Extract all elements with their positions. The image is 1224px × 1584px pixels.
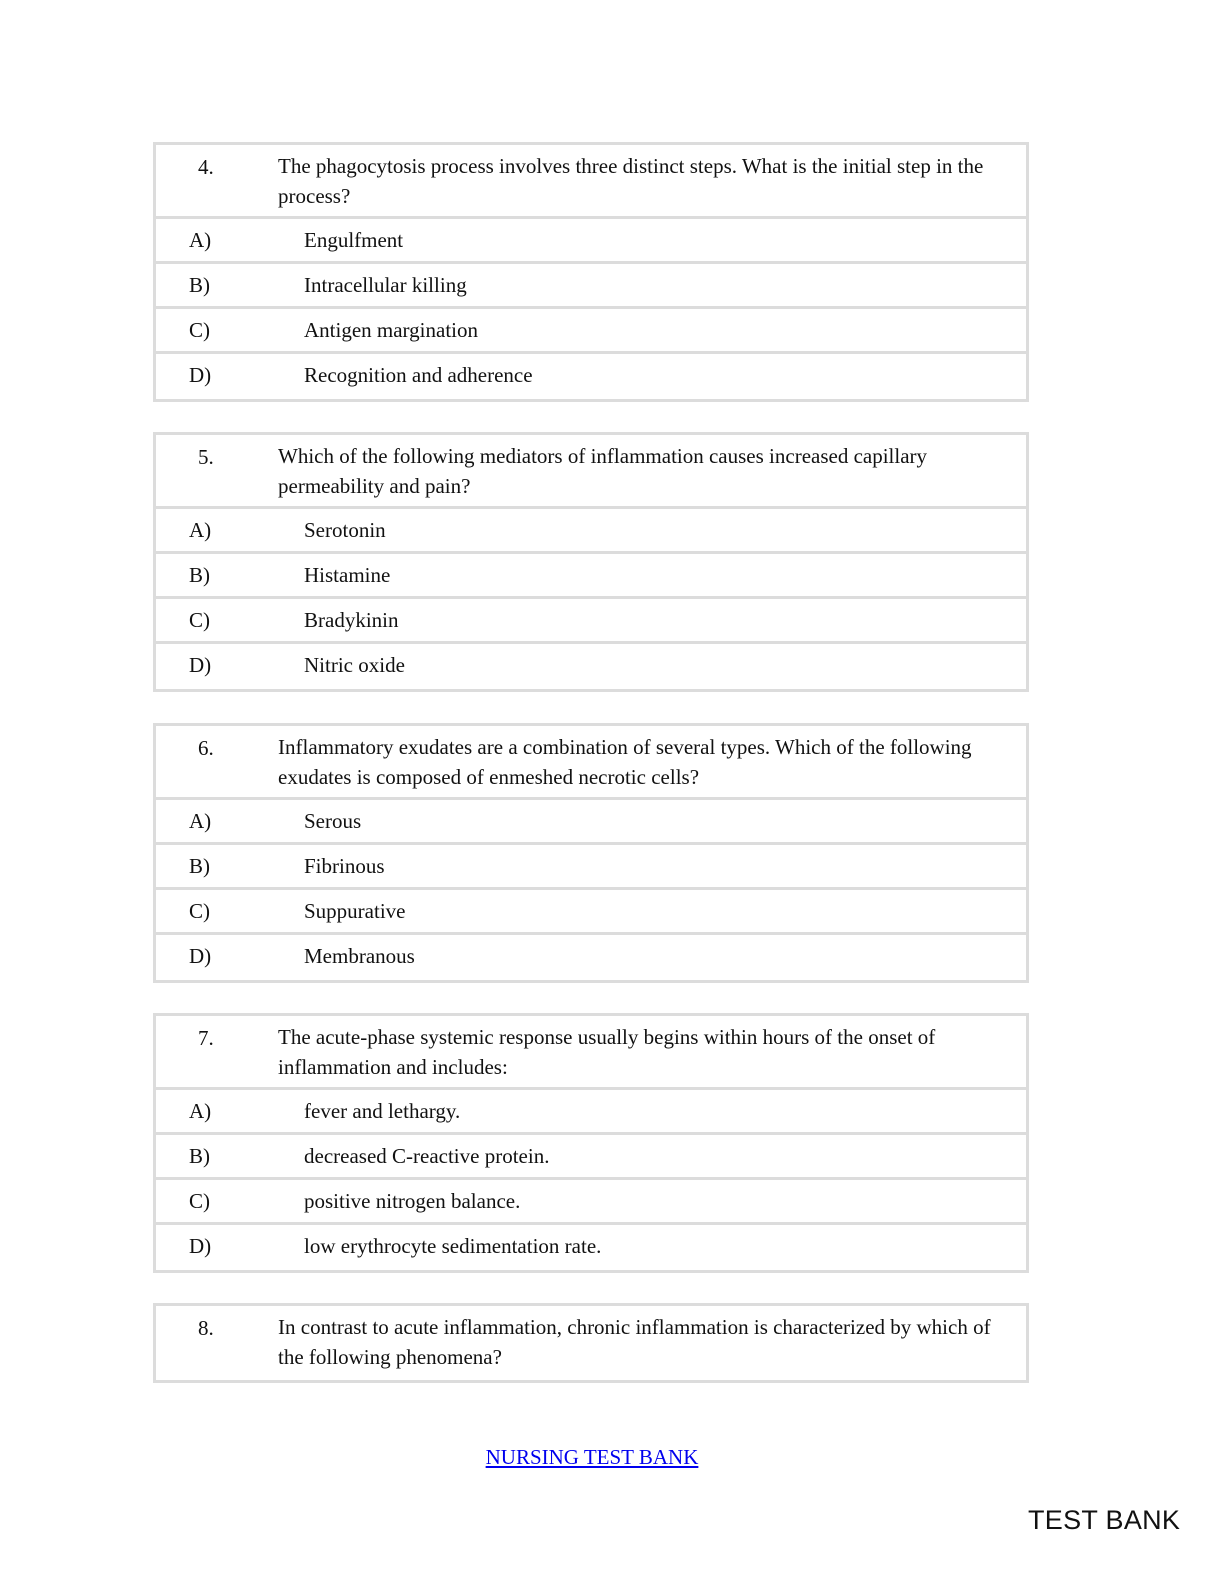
answer-option-b bbox=[156, 554, 1026, 599]
option-text: positive nitrogen balance. bbox=[304, 1189, 521, 1213]
option-letter: A) bbox=[189, 1099, 212, 1123]
answer-option-d bbox=[156, 935, 1026, 980]
answer-option-c bbox=[156, 599, 1026, 644]
answer-option-b bbox=[156, 1135, 1026, 1180]
option-letter: D) bbox=[189, 653, 212, 677]
answer-option-d bbox=[156, 644, 1026, 689]
option-text: Nitric oxide bbox=[304, 653, 405, 677]
question-text: Inflammatory exudates are a combination of several types. Which of the following exudates is composed of enmeshed necrotic cells? bbox=[278, 735, 972, 789]
question-text: In contrast to acute inflammation, chronic inflammation is characterized by which of the following phenomena? bbox=[278, 1315, 991, 1369]
question-number: 5. bbox=[198, 445, 214, 469]
option-letter: B) bbox=[189, 854, 210, 878]
question-text: Which of the following mediators of inflammation causes increased capillary permeability and pain? bbox=[278, 444, 928, 498]
option-letter: C) bbox=[189, 899, 210, 923]
option-text: Serotonin bbox=[304, 518, 386, 542]
answer-option-c bbox=[156, 309, 1026, 354]
option-letter: C) bbox=[189, 1189, 210, 1213]
question-number: 4. bbox=[198, 155, 214, 179]
answer-option-c bbox=[156, 1180, 1026, 1225]
answer-option-a bbox=[156, 509, 1026, 554]
option-letter: B) bbox=[189, 273, 210, 297]
answer-option-d bbox=[156, 1225, 1026, 1270]
option-text: Fibrinous bbox=[304, 854, 385, 878]
option-text: Recognition and adherence bbox=[304, 363, 533, 387]
option-text: Engulfment bbox=[304, 228, 404, 252]
question-header bbox=[156, 1306, 1026, 1380]
option-letter: B) bbox=[189, 1144, 210, 1168]
question-block-4 bbox=[153, 142, 1029, 402]
answer-option-b bbox=[156, 264, 1026, 309]
answer-option-a bbox=[156, 1090, 1026, 1135]
question-block-5 bbox=[153, 432, 1029, 692]
option-letter: C) bbox=[189, 318, 210, 342]
question-header bbox=[156, 726, 1026, 800]
option-text: low erythrocyte sedimentation rate. bbox=[304, 1234, 602, 1258]
question-number: 7. bbox=[198, 1026, 214, 1050]
answer-option-a bbox=[156, 800, 1026, 845]
question-block-6 bbox=[153, 723, 1029, 983]
question-number: 8. bbox=[198, 1316, 214, 1340]
option-letter: D) bbox=[189, 363, 212, 387]
question-block-7 bbox=[153, 1013, 1029, 1273]
option-letter: A) bbox=[189, 228, 212, 252]
nursing-test-bank-link[interactable]: NURSING TEST BANK bbox=[485, 1445, 699, 1469]
option-letter: D) bbox=[189, 1234, 212, 1258]
option-letter: A) bbox=[189, 518, 212, 542]
option-text: Intracellular killing bbox=[304, 273, 467, 297]
question-text: The phagocytosis process involves three distinct steps. What is the initial step in the process? bbox=[278, 154, 984, 208]
option-text: decreased C-reactive protein. bbox=[304, 1144, 550, 1168]
question-header bbox=[156, 145, 1026, 219]
question-number: 6. bbox=[198, 736, 214, 760]
option-text: fever and lethargy. bbox=[304, 1099, 461, 1123]
option-letter: B) bbox=[189, 563, 210, 587]
question-text: The acute-phase systemic response usually begins within hours of the onset of inflammation and includes: bbox=[278, 1025, 936, 1079]
answer-option-b bbox=[156, 845, 1026, 890]
question-header bbox=[156, 435, 1026, 509]
option-text: Suppurative bbox=[304, 899, 406, 923]
answer-option-a bbox=[156, 219, 1026, 264]
option-text: Membranous bbox=[304, 944, 415, 968]
answer-option-c bbox=[156, 890, 1026, 935]
option-text: Antigen margination bbox=[304, 318, 478, 342]
option-text: Histamine bbox=[304, 563, 391, 587]
option-letter: A) bbox=[189, 809, 212, 833]
question-header bbox=[156, 1016, 1026, 1090]
option-text: Serous bbox=[304, 809, 362, 833]
option-letter: C) bbox=[189, 608, 210, 632]
test-bank-watermark: TEST BANK bbox=[1028, 1505, 1181, 1535]
option-text: Bradykinin bbox=[304, 608, 399, 632]
option-letter: D) bbox=[189, 944, 212, 968]
answer-option-d bbox=[156, 354, 1026, 399]
question-block-8 bbox=[153, 1303, 1029, 1383]
